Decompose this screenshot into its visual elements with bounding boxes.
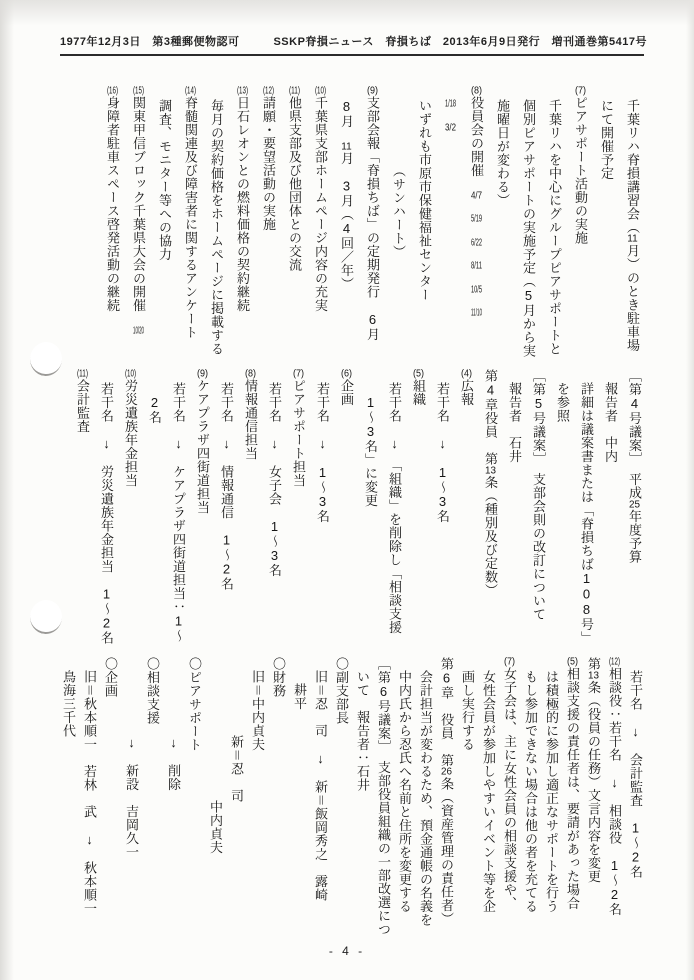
text-column: (11)他県支部及び他団体との交流 <box>287 86 302 272</box>
text-column: 旧＝中内貞夫 <box>250 670 265 751</box>
text-column: 会計担当が変わるため、預金通帳の名義を <box>418 670 433 927</box>
text-column: 〇財務 <box>271 657 286 698</box>
text-column: 画し実行する <box>460 670 475 751</box>
text-column: 個別ピアサポートの実施予定（5月から実 <box>521 99 536 358</box>
text-column: 旧＝秋本順一 若林 武 ↓ 秋本順一 <box>82 670 97 915</box>
text-column: (12)請願・要望活動の実施 <box>261 86 276 231</box>
text-column: 中内氏から忍氏へ名前と住所を変更する <box>397 670 412 913</box>
text-column: 若干名 ↓ ケアプラザ四街道担当：1～ <box>171 382 186 643</box>
text-column: 1/18 3/2 <box>445 99 456 133</box>
text-column: 旧＝忍 司 ↓ 新＝飯岡秀之 露崎 <box>313 670 328 902</box>
text-column: (8)役員会の開催 4/7 5/19 6/22 8/11 10/5 11/10 <box>469 86 484 318</box>
text-column: 〇ピアサポート <box>187 657 202 752</box>
text-column: (14)脊髄関連及び障害者に関するアンケート <box>183 86 198 339</box>
text-column: もし参加できない場合は他の者を充てる <box>523 670 538 913</box>
text-column: (16)身障者駐車スペース啓発活動の継続 <box>105 86 120 312</box>
text-column: (9)支部会報「脊損ちば」の定期発行 6月 <box>365 86 380 341</box>
text-column: 若干名 ↓ 「組織」を削除し「相談支援 <box>387 382 402 634</box>
text-column: (6)企画 <box>339 369 354 406</box>
text-column: (7)ピアサポート活動の実施 <box>573 86 588 245</box>
text-column: 中内貞夫 <box>208 800 223 854</box>
text-column: 千葉リハ脊損講習会（11月）のとき駐車場 <box>625 99 640 352</box>
text-column: 新＝忍 司 <box>229 735 244 803</box>
text-column: 若干名 ↓ 1～3名 <box>435 382 450 523</box>
text-column: (8)情報通信担当 <box>243 369 258 460</box>
text-column: (7)ピアサポート担当 <box>291 369 306 487</box>
text-column: 耕平 <box>292 683 307 710</box>
text-band-1 <box>86 86 642 368</box>
text-column: (7)女子会は、主に女性会員の相談支援や、 <box>502 657 517 910</box>
text-column: ［第6号議案］ 支部役員組織の一部改選につ <box>376 657 391 936</box>
scan-edge-top <box>0 0 694 26</box>
text-column: にて開催予定 <box>599 99 614 180</box>
scan-edge-right <box>686 0 694 980</box>
text-column: 若干名 ↓ 労災遺族年金担当 1～2名 <box>99 382 114 645</box>
text-column: (11)会計監査 <box>75 369 90 433</box>
text-column: 第6章 役員 第26条（資産管理の責任者） <box>439 657 454 926</box>
text-column: 若干名 ↓ 会計監査 1～2名 <box>628 670 643 879</box>
text-column: 〇相談支援 <box>145 657 160 725</box>
text-column: いずれも市原市保健福祉センター <box>417 99 432 302</box>
text-column: （サンハート） <box>391 164 406 259</box>
text-column: 〇副支部長 <box>334 657 349 725</box>
text-column: (9)ケアプラザ四街道担当 <box>195 369 210 514</box>
text-column: 報告者 石井 <box>507 382 522 463</box>
text-band-3 <box>56 657 644 955</box>
text-column: (12)相談役：若干名 ↓ 相談役 1～2名 <box>607 657 622 916</box>
text-column: 毎月の契約価格をホームページに掲載する <box>209 99 224 356</box>
text-column: 鳥海三千代 <box>61 670 76 738</box>
page-number: - 4 - <box>328 944 366 958</box>
text-column: いて 報告者：石井 <box>355 670 370 792</box>
text-column: (13)日石レオンとの燃料価格の契約継続 <box>235 86 250 312</box>
text-column: 詳細は議案書または「脊損ちば108号」 <box>579 382 594 645</box>
text-column: 報告者 中内 <box>603 382 618 463</box>
text-column: ↓ 新設 吉岡久一 <box>124 735 139 859</box>
text-column: (10)千葉県支部ホームページ内容の充実 <box>313 86 328 312</box>
scan-edge-left <box>0 0 14 980</box>
text-column: 第13条（役員の任務）文言内容を変更 <box>586 657 601 883</box>
text-column: 若干名 ↓ 1～3名 <box>315 382 330 523</box>
text-column: は積極的に参加し適正なサポートを行う <box>544 670 559 913</box>
text-column: 8月 11月 3月（4回／年） <box>339 99 354 291</box>
text-column: (5)組織 <box>411 369 426 406</box>
text-column: 調査、モニター等への協力 <box>157 99 172 261</box>
text-column: ↓ 削除 <box>166 735 181 791</box>
text-column: (4)広報 <box>459 369 474 406</box>
text-column: (15)関東甲信ブロック千葉県大会の開催 10/20 <box>131 86 146 336</box>
text-column: 〇企画 <box>103 657 118 698</box>
text-column: 施曜日が変わる） <box>495 99 510 207</box>
approval-date-text: 1977年12月3日 第3種郵便物認可 <box>60 36 240 48</box>
text-column: 若干名 ↓ 情報通信 1～2名 <box>219 382 234 591</box>
text-column: (10)労災遺族年金担当 <box>123 369 138 487</box>
text-column: (5)相談支援の責任者は、要請があった場合 <box>565 657 580 910</box>
text-column: ［第5号議案］ 支部会則の改訂について <box>531 369 546 621</box>
issue-info-text: SSKP脊損ニュース 脊損ちば 2013年6月9日発行 増刊通巻第5417号 <box>273 36 648 48</box>
text-column: 千葉リハを中心にグループピアサポートと <box>547 99 562 356</box>
text-column: 若干名 ↓ 女子会 1～3名 <box>267 382 282 577</box>
text-column: 第4章役員 第13条（種別及び定数） <box>483 369 498 597</box>
text-column: ［第4号議案］ 平成25年度予算 <box>627 369 642 564</box>
text-column: を参照 <box>555 382 570 423</box>
text-band-2 <box>56 369 644 653</box>
text-column: 女性会員が参加しやすいイベント等を企 <box>481 670 496 913</box>
text-column: 2名 <box>147 395 162 424</box>
postal-approval-header <box>60 33 648 56</box>
text-column: 1～3名」に変更 <box>363 395 378 507</box>
